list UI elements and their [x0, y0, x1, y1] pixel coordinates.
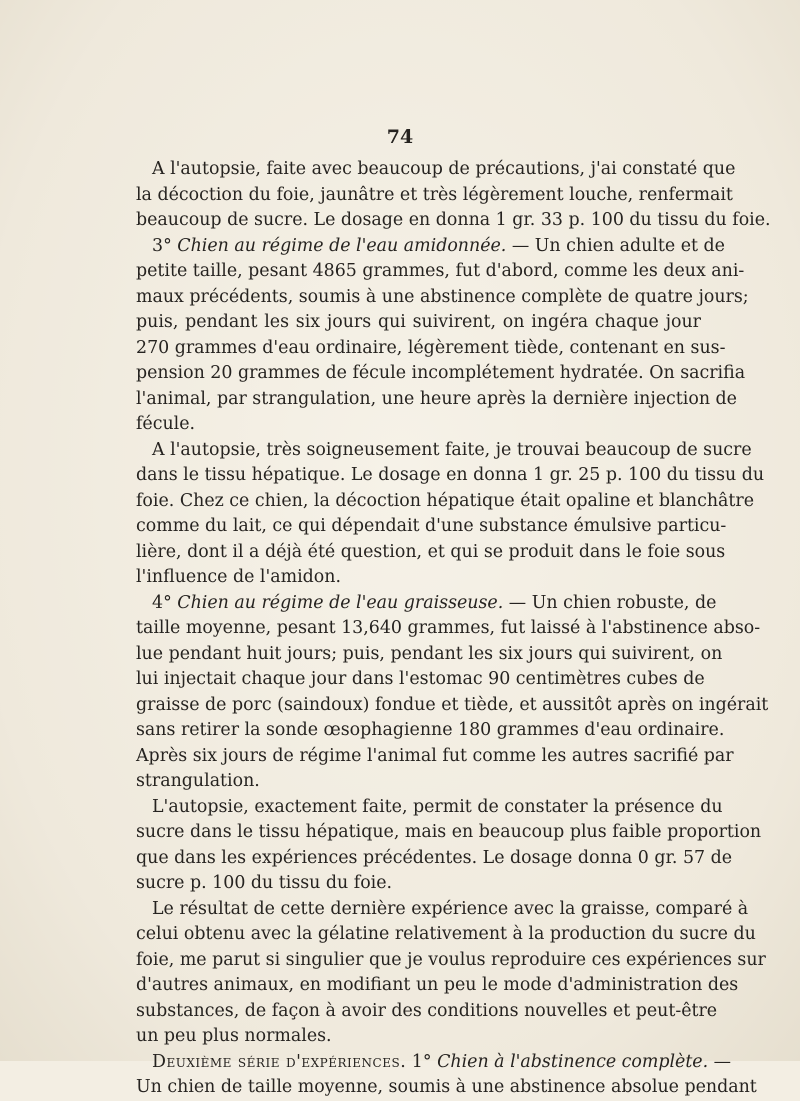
- experiment-title: Chien à l'abstinence complète.: [437, 1051, 709, 1072]
- line-text: Le résultat de cette dernière expérience avec la graisse, comparé à: [152, 898, 749, 919]
- line-text: maux précédents, soumis à une abstinence complète de quatre jours;: [136, 286, 749, 307]
- line-text: fécule.: [136, 414, 196, 434]
- text-line: [136, 514, 727, 540]
- line-text: lière, dont il a déjà été question, et qui se produit dans le foie sous: [136, 541, 726, 562]
- line-text: A l'autopsie, très soigneusement faite, je trouvai beaucoup de sucre: [152, 439, 752, 460]
- text-line: [136, 999, 718, 1025]
- body-text: [136, 157, 771, 1101]
- text-line: [136, 157, 736, 183]
- line-text: lui injectait chaque jour dans l'estomac 90 centimètres cubes de: [136, 669, 705, 689]
- experiment-title: Chien au régime de l'eau amidonnée.: [177, 235, 507, 256]
- text-line: [136, 234, 725, 260]
- line-text: A l'autopsie, faite avec beaucoup de précautions, j'ai constaté que: [152, 159, 736, 179]
- series-heading: Deuxième série d'expériences.: [152, 1051, 407, 1072]
- line-text: celui obtenu avec la gélatine relativement à la production du sucre du: [136, 924, 756, 944]
- text-line: [136, 667, 705, 693]
- page-number: 74: [386, 126, 414, 148]
- line-text: sucre dans le tissu hépatique, mais en beaucoup plus faible proportion: [136, 822, 762, 842]
- text-line: [136, 693, 769, 719]
- line-text: la décoction du foie, jaunâtre et très légèrement louche, renfermait: [136, 184, 733, 205]
- text-line: [136, 540, 726, 566]
- text-line: [136, 1075, 757, 1101]
- text-line: [136, 846, 733, 872]
- text-line: [136, 948, 766, 974]
- line-text: Un chien de taille moyenne, soumis à une abstinence absolue pendant: [136, 1077, 757, 1097]
- text-line: [136, 387, 737, 413]
- line-text: dans le tissu hépatique. Le dosage en donna 1 gr. 25 p. 100 du tissu du: [136, 465, 765, 485]
- text-line: [136, 1024, 701, 1050]
- line-text: beaucoup de sucre. Le dosage en donna 1 gr. 33 p. 100 du tissu du foie.: [136, 210, 771, 230]
- line-text: petite taille, pesant 4865 grammes, fut d'abord, comme les deux ani-: [136, 261, 745, 281]
- experiment-title: Chien au régime de l'eau graisseuse.: [177, 592, 504, 613]
- line-text: l'animal, par strangulation, une heure après la dernière injection de: [136, 388, 737, 409]
- line-text: que dans les expériences précédentes. Le dosage donna 0 gr. 57 de: [136, 847, 733, 868]
- line-text: graisse de porc (saindoux) fondue et tiède, et aussitôt après on ingérait: [136, 694, 769, 715]
- text-line: [136, 744, 734, 770]
- text-line: [136, 897, 749, 923]
- text-line: [136, 438, 752, 464]
- line-text: 270 grammes d'eau ordinaire, légèrement tiède, contenant en sus-: [136, 337, 726, 358]
- line-text: sucre p. 100 du tissu du foie.: [136, 873, 393, 893]
- text-line: [136, 642, 723, 668]
- line-text: pension 20 grammes de fécule incomplétement hydratée. On sacrifia: [136, 363, 746, 383]
- line-text: lue pendant huit jours; puis, pendant les six jours qui suivirent, on: [136, 643, 723, 664]
- line-text: Après six jours de régime l'animal fut comme les autres sacrifié par: [136, 745, 734, 766]
- text-line: [136, 922, 756, 948]
- text-line: [136, 412, 701, 438]
- text-line: [136, 183, 733, 209]
- text-line: [136, 718, 725, 744]
- text-line: [136, 871, 701, 897]
- line-text: foie. Chez ce chien, la décoction hépatique était opaline et blanchâtre: [136, 490, 755, 511]
- line-suffix: — Un chien adulte et de: [506, 235, 725, 256]
- text-line: [136, 285, 749, 311]
- line-suffix: — Un chien robuste, de: [503, 592, 717, 613]
- text-line: [136, 259, 745, 285]
- line-text: L'autopsie, exactement faite, permit de constater la présence du: [152, 796, 723, 817]
- text-line: [136, 973, 739, 999]
- text-line: [136, 463, 765, 489]
- text-line: [136, 591, 717, 617]
- text-line: [136, 795, 723, 821]
- text-line: [136, 565, 701, 591]
- line-text: taille moyenne, pesant 13,640 grammes, fut laissé à l'abstinence abso-: [136, 618, 761, 638]
- text-line: [136, 310, 701, 336]
- line-text: comme du lait, ce qui dépendait d'une substance émulsive particu-: [136, 516, 727, 536]
- line-text: sans retirer la sonde œsophagienne 180 grammes d'eau ordinaire.: [136, 720, 725, 740]
- line-text: foie, me parut si singulier que je voulus reproduire ces expériences sur: [136, 949, 766, 970]
- line-text: d'autres animaux, en modifiant un peu le mode d'administration des: [136, 975, 739, 995]
- text-line: [136, 1050, 732, 1076]
- line-prefix: 4°: [152, 592, 178, 613]
- line-suffix: —: [708, 1051, 732, 1072]
- text-line: [136, 616, 761, 642]
- line-text: strangulation.: [136, 771, 260, 791]
- text-line: [136, 820, 762, 846]
- text-line: [136, 208, 771, 234]
- line-prefix: 1°: [406, 1051, 438, 1072]
- line-text: puis, pendant les six jours qui suivirent, on ingéra chaque jour: [136, 312, 701, 332]
- text-line: [136, 336, 726, 362]
- line-prefix: 3°: [152, 235, 178, 256]
- text-line: [136, 769, 701, 795]
- text-line: [136, 361, 746, 387]
- line-text: substances, de façon à avoir des conditions nouvelles et peut-être: [136, 1000, 718, 1021]
- line-text: l'influence de l'amidon.: [136, 567, 342, 587]
- text-line: [136, 489, 755, 515]
- line-text: un peu plus normales.: [136, 1026, 332, 1046]
